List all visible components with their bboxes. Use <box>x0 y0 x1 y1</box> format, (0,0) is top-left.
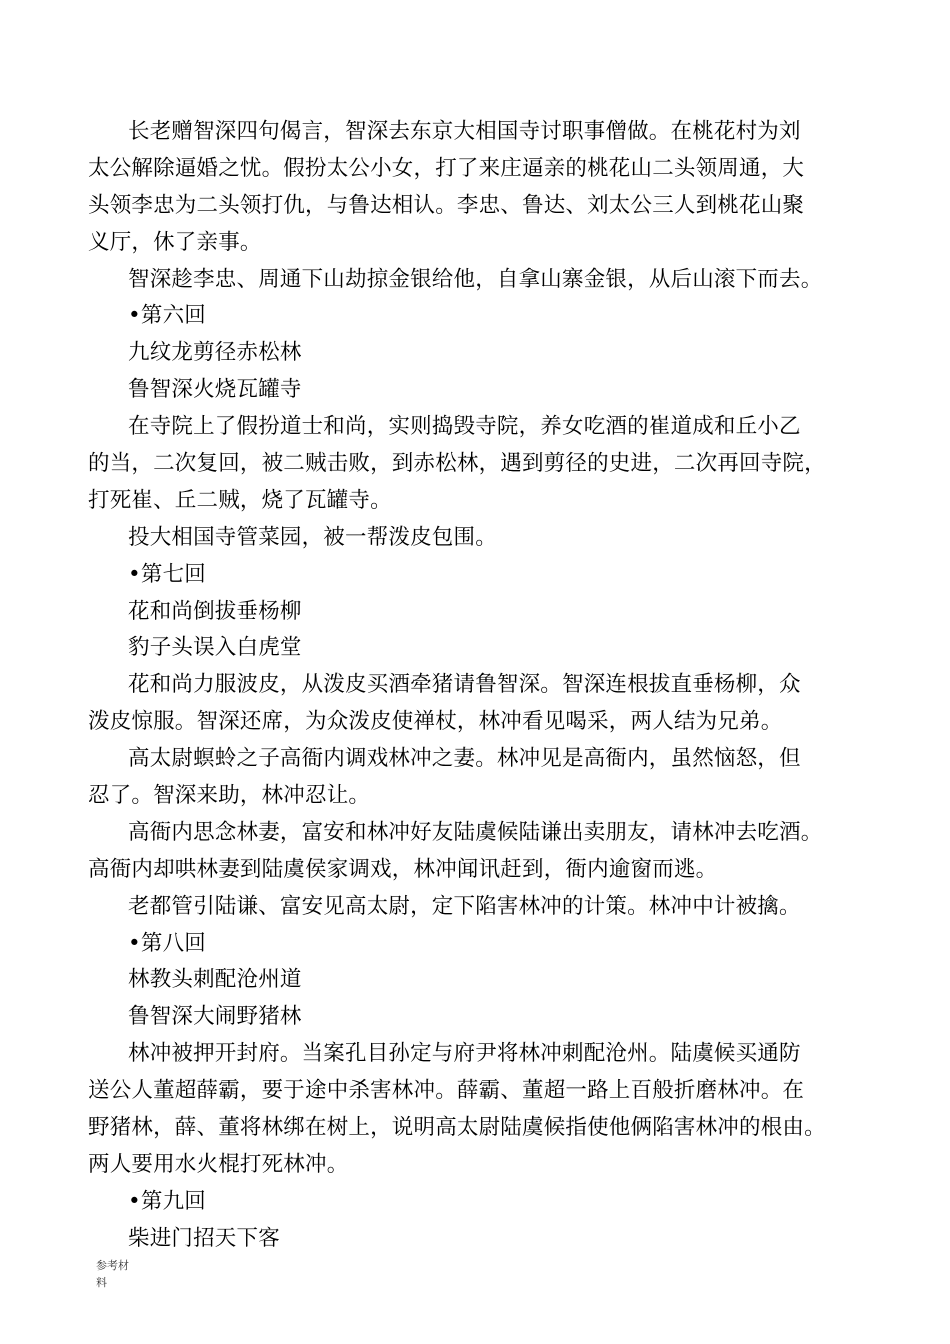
paragraph-willow <box>88 667 878 741</box>
text-line: 长老赠智深四句偈言，智深去东京大相国寺讨职事僧做。在桃花村为刘 <box>128 119 801 144</box>
text-line: 高太尉螟蛉之子高衙内调戏林冲之妻。林冲见是高衙内，虽然恼怒，但 <box>128 746 801 772</box>
text-line: 高衙内思念林妻，富安和林冲好友陆虞候陆谦出卖朋友，请林冲去吃酒。 <box>128 819 823 845</box>
text-line: 义厅，休了亲事。 <box>88 229 262 255</box>
text-line: 高衙内却哄林妻到陆虞侯家调戏，林冲闻讯赶到，衙内逾窗而逃。 <box>88 856 718 882</box>
footer-line-2: 料 <box>96 1276 107 1289</box>
text-line: 两人要用水火棍打死林冲。 <box>88 1151 349 1177</box>
chapter-9-heading <box>88 1184 878 1221</box>
paragraph-wild-boar-forest <box>88 1036 878 1184</box>
paragraph-zhishen-gold <box>88 262 878 299</box>
text-line: 林冲被押开封府。当案孔目孙定与府尹将林冲刺配沧州。陆虞候买通防 <box>128 1041 801 1067</box>
text-line: 柴进门招天下客 <box>128 1225 280 1251</box>
chapter-8-title-2 <box>88 999 878 1036</box>
chapter-7-title-2 <box>88 630 878 667</box>
text-line: 智深趁李忠、周通下山劫掠金银给他，自拿山寨金银，从后山滚下而去。 <box>128 266 823 292</box>
paragraph-wawan-temple <box>88 409 878 520</box>
text-line: 送公人董超薛霸，要于途中杀害林冲。薛霸、董超一路上百般折磨林冲。在 <box>88 1078 805 1104</box>
chapter-6-heading <box>88 298 878 335</box>
text-line: 林教头刺配沧州道 <box>128 967 302 993</box>
paragraph-vegetable-garden <box>88 520 878 557</box>
text-line: 泼皮惊服。智深还席，为众泼皮使禅杖，林冲看见喝采，两人结为兄弟。 <box>88 709 783 735</box>
chapter-7-heading <box>88 557 878 594</box>
chapter-6-title-2 <box>88 372 878 409</box>
footer-note <box>96 1257 156 1291</box>
text-line: 花和尚倒拔垂杨柳 <box>128 598 302 624</box>
text-line: •第九回 <box>128 1188 206 1214</box>
text-line: 花和尚力服波皮，从泼皮买酒牵猪请鲁智深。智深连根拔直垂杨柳，众 <box>128 672 801 698</box>
paragraph-zhishen-verse <box>88 114 878 262</box>
text-line: •第七回 <box>128 561 206 587</box>
paragraph-lu-qian <box>88 815 878 889</box>
text-line: 九纹龙剪径赤松林 <box>128 340 302 366</box>
text-line: 豹子头误入白虎堂 <box>128 635 302 661</box>
chapter-7-title-1 <box>88 594 878 631</box>
text-line: 鲁智深火烧瓦罐寺 <box>128 377 302 403</box>
chapter-6-title-1 <box>88 335 878 372</box>
chapter-9-title-1 <box>88 1221 878 1258</box>
text-line: 头领李忠为二头领打仇，与鲁达相认。李忠、鲁达、刘太公三人到桃花山聚 <box>88 192 805 218</box>
paragraph-gao-yanei <box>88 741 878 815</box>
text-line: 的当，二次复回，被二贼击败，到赤松林，遇到剪径的史进，二次再回寺院， <box>88 451 826 477</box>
text-line: 野猪林，薛、董将林绑在树上，说明高太尉陆虞候指使他俩陷害林冲的根由。 <box>88 1115 826 1141</box>
text-line: 投大相国寺管菜园，被一帮泼皮包围。 <box>128 524 497 550</box>
chapter-8-title-1 <box>88 962 878 999</box>
text-line: 老都管引陆谦、富安见高太尉，定下陷害林冲的计策。林冲中计被擒。 <box>128 893 801 919</box>
text-line: 鲁智深大闹野猪林 <box>128 1004 302 1030</box>
text-line: 打死崔、丘二贼，烧了瓦罐寺。 <box>88 487 392 513</box>
text-line: 太公解除逼婚之忧。假扮太公小女，打了来庄逼亲的桃花山二头领周通，大 <box>88 155 805 181</box>
text-line: 在寺院上了假扮道士和尚，实则捣毁寺院，养女吃酒的崔道成和丘小乙 <box>128 414 801 440</box>
text-line: 忍了。智深来助，林冲忍让。 <box>88 783 371 809</box>
text-line: •第八回 <box>128 930 206 956</box>
footer-line-1: 参考材 <box>96 1259 129 1272</box>
paragraph-plot <box>88 889 878 926</box>
text-line: •第六回 <box>128 303 206 329</box>
chapter-8-heading <box>88 926 878 963</box>
document-page <box>88 114 878 1258</box>
